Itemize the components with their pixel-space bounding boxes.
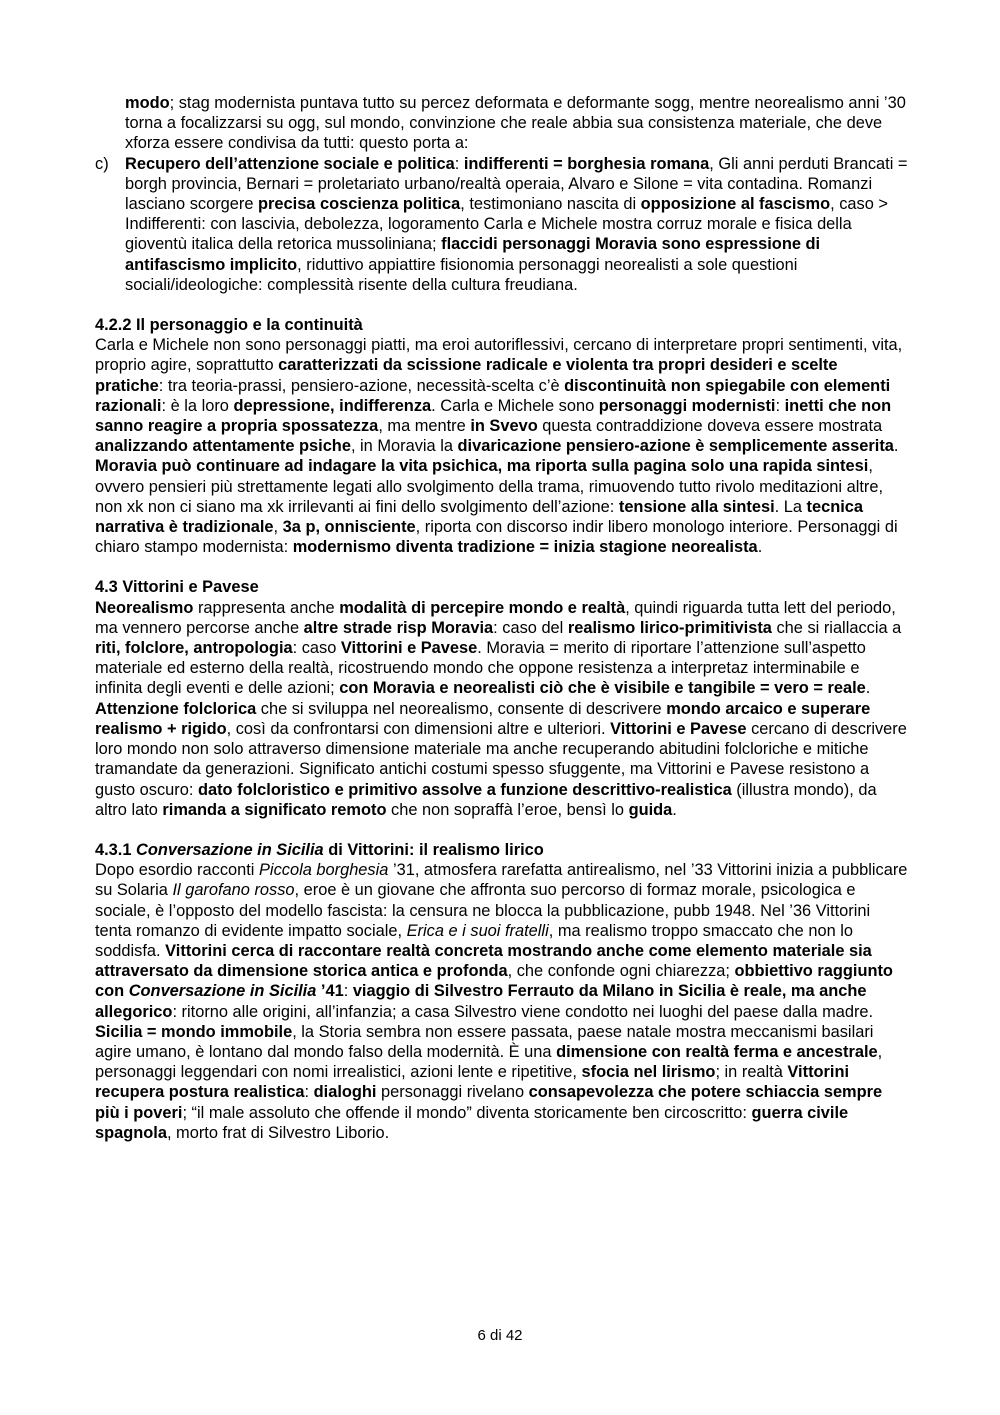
bold-text: Conversazione in Sicilia [128,982,317,1001]
bold-text: con Moravia e neorealisti ciò che è visibile e tangibile = vero = reale [339,679,866,698]
bold-text: Vittorini e Pavese [340,639,478,658]
bold-text: Vittorini e Pavese [610,719,747,738]
bold-text: consapevolezza che potere schiaccia sempre più i poveri [95,1083,883,1122]
body-paragraph [95,335,910,557]
bold-text: Attenzione folclorica [95,699,257,718]
text-run: , ovvero pensieri più strettamente legati allo svolgimento della trama, rimuovendo tutto rivolo meditazioni altre, non xk non ci siano ma xk irrilevanti ai fini dello svolgimento dell’azione: [95,457,884,516]
bold-text: sfocia nel lirismo [581,1063,716,1082]
text-run: . [757,538,763,557]
text-run: , caso > Indifferenti: con lascivia, debolezza, logoramento Carla e Michele mostra corruz morale e fisica della gioventù italica della retorica mussoliniana; [125,195,888,254]
italic-text: Il garofano rosso [172,881,295,900]
text-run: (illustra mondo), da altro lato [95,780,877,819]
italic-text: Piccola borghesia [259,861,389,880]
bold-text: inetti che non sanno reagire a propria spossatezza [95,396,892,436]
bold-text: Vittorini cerca di raccontare realtà concreta mostrando anche come elemento materiale sia attraversato da dimensione storica antica e profonda [95,941,872,981]
text-run: , in Moravia la [350,437,458,456]
text-run: questa contraddizione doveva essere mostrata [537,417,883,436]
text-run: , ma mentre [378,417,471,436]
list-item-text [125,154,910,295]
text-run: : [454,154,464,173]
paragraph-spacer [95,295,910,315]
text-run: : [343,982,353,1001]
text-run: che si sviluppa nel neorealismo, consente di descrivere [256,699,667,718]
list-marker: c) [95,154,109,173]
bold-text: riti, folclore, antropologia [95,639,293,658]
bold-text: guerra civile spagnola [95,1103,849,1142]
bold-text: Moravia può continuare ad indagare la vita psichica, ma riporta sulla pagina solo una rapida sintesi [95,457,869,476]
bold-text: Vittorini recupera postura realistica [95,1063,850,1102]
paragraph-spacer [95,820,910,840]
text-run: : ritorno alle origini, all’infanzia; a casa Silvestro viene condotto nei luoghi del paese dalla madre. [172,1002,874,1021]
text-run: , ma realismo troppo smaccato che non lo soddisfa. [95,921,854,960]
italic-text: Conversazione in Sicilia [136,840,324,859]
bold-text: divaricazione pensiero-azione è semplicemente asserita [457,437,894,456]
section-heading [95,577,910,597]
text-run: . [672,800,677,819]
text-run: . [893,437,899,456]
text-run: , personaggi leggendari con nomi irrealistici, azioni lente e ripetitive, [95,1042,883,1082]
bold-text: discontinuità non spiegabile con elementi razionali [95,376,891,415]
text-run: Dopo esordio racconti [95,861,259,880]
text-run: , riporta con discorso indir libero monologo interiore. Personaggi di chiaro stampo modernista: [95,518,898,557]
body-paragraph [95,860,910,1143]
bold-text: obbiettivo raggiunto con [95,962,893,1001]
text-run: , riduttivo appiattire fisionomia personaggi neorealisti a sole questioni sociali/ideologiche: complessità risente della cultura freudiana. [125,255,798,294]
text-run: : tra teoria-prassi, pensiero-azione, necessità-scelta c’è [158,376,565,395]
text-run: personaggi rivelano [376,1083,529,1102]
text-run: che si riallaccia a [771,618,902,637]
section-heading [95,315,910,335]
bold-text: Recupero dell’attenzione sociale e politica [125,154,455,173]
bold-text: dimensione con realtà ferma e ancestrale [556,1042,878,1061]
text-run: , eroe è un giovane che affronta suo percorso di formaz morale, psicologica e sociale, è l’opposto del modello fascista: la censura ne blocca la pubblicazione, pubb 1948. Nel ’36 Vittorini tenta romanzo di evidente impatto sociale, [95,881,871,940]
text-run: cercano di descrivere loro mondo non solo attraverso dimensione materiale ma anche recuperando abitudini folcloriche e mitiche tramandate da generazioni. Significato antichi costumi spesso sfuggente, ma Vittorini e Pavese resistono a gusto oscuro: [95,719,907,799]
bold-text: realismo lirico-primitivista [567,618,772,637]
text-run: . [865,679,871,698]
bold-text: flaccidi personaggi Moravia sono espressione di antifascismo implicito [125,235,821,274]
bold-text: indifferenti = borghesia romana [463,154,710,173]
text-run: , testimoniano nascita di [460,195,641,214]
bold-text: ’41 [316,982,344,1001]
bold-text: tecnica narrativa è tradizionale [95,497,864,537]
text-run: . Moravia = merito di riportare l’attenzione sull’aspetto materiale ed esterno della realtà, ricostruendo mondo che oppone resistenza a interpretaz interminabile e infinita degli eventi e delle azioni; [95,639,866,698]
bold-text: personaggi modernisti [598,396,776,415]
bold-text: opposizione al fascismo [640,195,831,214]
body-paragraph [95,598,910,820]
bold-text: modernismo diventa tradizione = inizia stagione neorealista [292,538,758,557]
text-run: 4.3.1 [95,840,137,859]
text-run: , Gli anni perduti Brancati = borgh provincia, Bernari = proletariato urbano/realtà operaia, Alvaro e Silone = vita contadina. Romanzi lasciano scorgere [125,154,908,214]
text-run: 4.2.2 Il personaggio e la continuità [95,316,363,335]
text-run: che non sopraffà l’eroe, bensì lo [386,800,629,819]
list-item-continuation [95,93,910,154]
bold-text: guida [628,800,673,819]
document-body [95,93,910,1143]
bold-text: modo [125,94,170,112]
text-run: ; “il male assoluto che offende il mondo” diventa storicamente ben circoscritto: [182,1103,752,1122]
text-run: ; in realtà [715,1063,788,1082]
text-run: : caso del [493,618,568,637]
list-item [95,154,910,295]
bold-text: depressione, indifferenza [233,396,432,415]
text-run: , [273,518,283,537]
bold-text: dialoghi [313,1083,377,1102]
text-run: : è la loro [161,396,234,415]
text-run: : caso [292,639,341,658]
bold-text: rimanda a significato remoto [162,800,387,819]
text-run: ’31, atmosfera rarefatta antirealismo, nel ’33 Vittorini inizia a pubblicare su Solaria [95,861,908,900]
bold-text: 3a p, onnisciente [282,518,416,537]
text-run: : [775,396,785,415]
text-run: 4.3 Vittorini e Pavese [95,578,259,597]
bold-text: viaggio di Silvestro Ferrauto da Milano in Sicilia è reale, ma anche allegorico [95,982,867,1021]
text-run: , quindi riguarda tutta lett del periodo, ma vennero percorse anche [95,598,896,637]
page-number: 6 di 42 [477,1327,523,1344]
bold-text: modalità di percepire mondo e realtà [339,598,626,617]
text-run: di Vittorini: il realismo lirico [323,840,544,859]
bold-text: analizzando attentamente psiche [95,437,351,456]
text-run: . La [774,497,807,516]
text-run: , la Storia sembra non essere passata, paese natale mostra meccanismi basilari agire umano, è lontano dal mondo falso della modernità. È una [95,1022,874,1061]
text-run: ; stag modernista puntava tutto su percez deformata e deformante sogg, mentre neorealismo anni ’30 torna a focalizzarsi su ogg, sul mondo, convinzione che reale abbia sua consistenza materiale, che deve xforza essere condivisa da tutti: questo porta a: [125,94,906,153]
bold-text: precisa coscienza politica [258,195,461,214]
bold-text: Sicilia = mondo immobile [95,1022,293,1041]
text-run: rappresenta anche [193,598,340,617]
italic-text: Erica e i suoi fratelli [406,921,549,940]
section-heading [95,840,910,860]
bold-text: in Svevo [470,417,538,436]
paragraph-spacer [95,557,910,577]
bold-text: Neorealismo [95,598,194,617]
text-run: . Carla e Michele sono [431,396,599,415]
text-run: , morto frat di Silvestro Liborio. [166,1123,390,1142]
bold-text: dato folcloristico e primitivo assolve a funzione descrittivo-realistica [197,780,732,799]
bold-text: altre strade risp Moravia [303,618,494,637]
bold-text: caratterizzati da scissione radicale e violenta tra propri desideri e scelte pratiche [95,356,838,395]
text-run: , così da confrontarsi con dimensioni altre e ulteriori. [226,719,611,738]
text-run: , che confonde ogni chiarezza; [507,962,735,981]
bold-text: mondo arcaico e superare realismo + rigido [95,699,871,738]
text-run: Carla e Michele non sono personaggi piatti, ma eroi autoriflessivi, cercano di interpretare propri sentimenti, vita, proprio agire, soprattutto [95,336,903,375]
bold-text: tensione alla sintesi [618,497,775,516]
text-run: : [304,1083,314,1102]
